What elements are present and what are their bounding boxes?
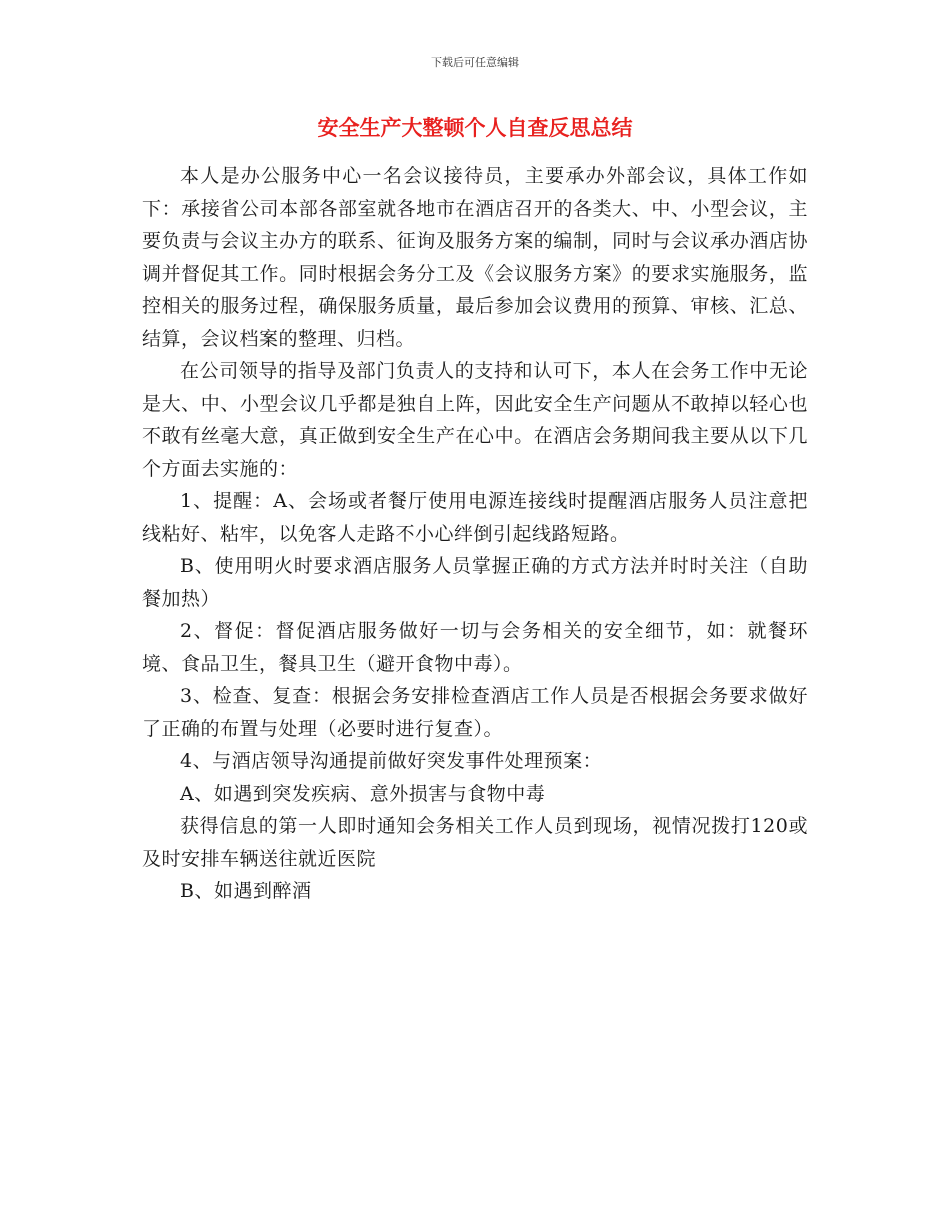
paragraph-remind: 1、提醒：A、会场或者餐厅使用电源连接线时提醒酒店服务人员注意把线粘好、粘牢，以免客人走路不小心绊倒引起线路短路。: [142, 490, 808, 545]
paragraph-intro: 本人是办公服务中心一名会议接待员，主要承办外部会议，具体工作如下：承接省公司本部各部室就各地市在酒店召开的各类大、中、小型会议，主要负责与会议主办方的联系、征询及服务方案的编制，同时与会议承办酒店协调并督促其工作。同时根据会务分工及《会议服务方案》的要求实施服务，监控相关的服务过程，确保服务质量，最后参加会议费用的预算、审核、汇总、结算，会议档案的整理、归档。: [142, 165, 808, 350]
paragraph-emergency-a-action: 获得信息的第一人即时通知会务相关工作人员到现场，视情况拨打120或及时安排车辆送往就近医院: [142, 815, 808, 870]
paragraph-context: 在公司领导的指导及部门负责人的支持和认可下，本人在会务工作中无论是大、中、小型会议几乎都是独自上阵，因此安全生产问题从不敢掉以轻心也不敢有丝毫大意，真正做到安全生产在心中。在酒店会务期间我主要从以下几个方面去实施的：: [142, 360, 808, 480]
paragraph-emergency-b: B、如遇到醉酒: [180, 880, 312, 902]
paragraph-emergency-a: A、如遇到突发疾病、意外损害与食物中毒: [180, 782, 546, 805]
document-title: 安全生产大整顿个人自查反思总结: [317, 116, 633, 140]
document-body: [142, 160, 808, 908]
paragraph-remind-b: B、使用明火时要求酒店服务人员掌握正确的方式方法并时时关注（自助餐加热）: [142, 555, 808, 610]
paragraph-inspect: 3、检查、复查：根据会务安排检查酒店工作人员是否根据会务要求做好了正确的布置与处理（必要时进行复查）。: [142, 685, 808, 740]
header-note: 下载后可任意编辑: [431, 56, 519, 69]
paragraph-emergency-plan: 4、与酒店领导沟通提前做好突发事件处理预案：: [180, 750, 603, 772]
paragraph-supervise: 2、督促：督促酒店服务做好一切与会务相关的安全细节，如：就餐环境、食品卫生，餐具卫生（避开食物中毒）。: [142, 620, 808, 675]
